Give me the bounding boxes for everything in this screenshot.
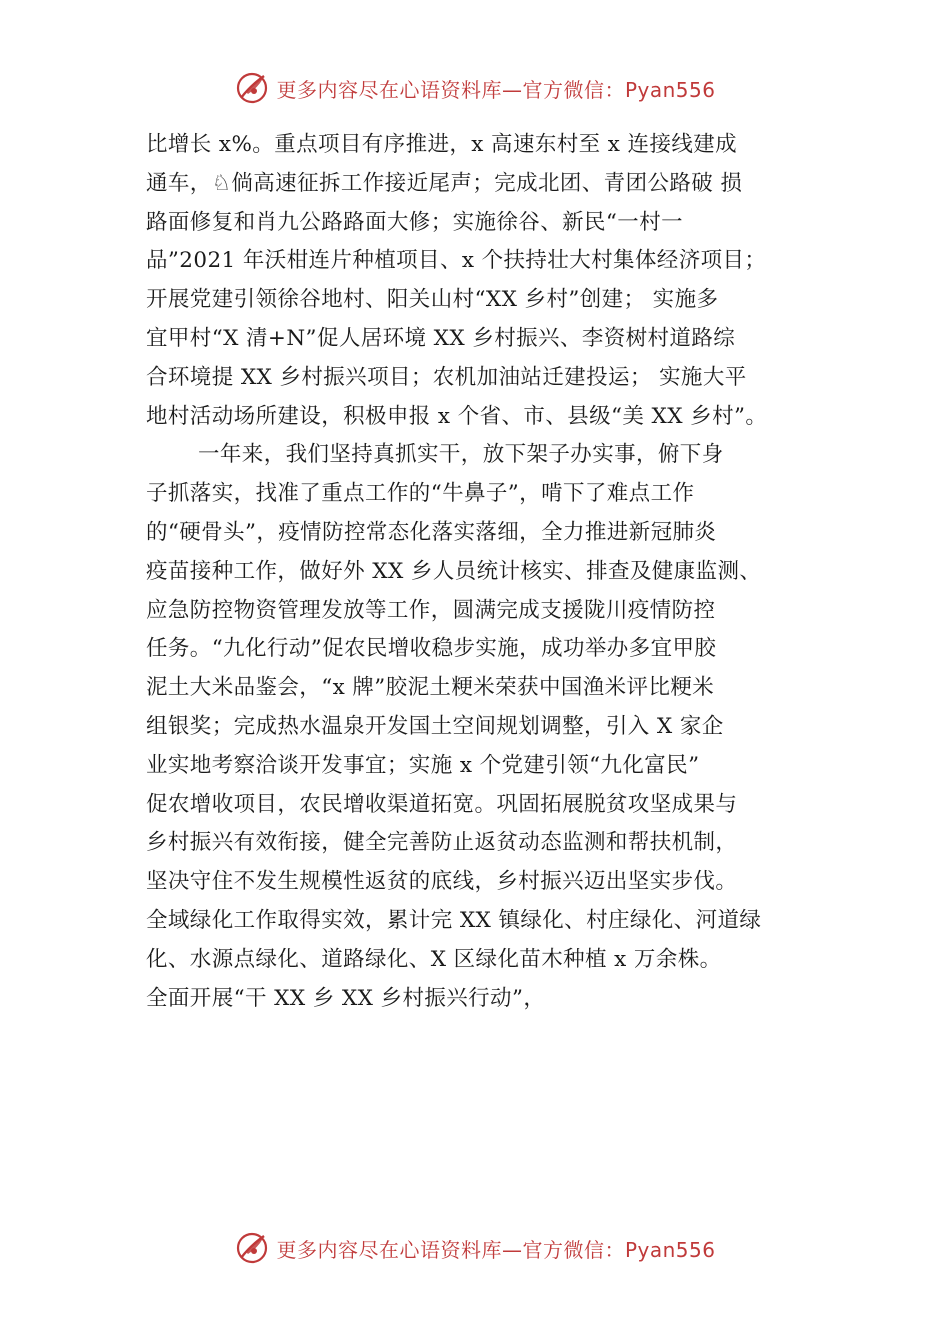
text-line: 泥土大米品鉴会，“x 牌”胶泥土粳米荣获中国渔米评比粳米	[146, 675, 715, 701]
watermark-text: 更多内容尽在心语资料库—官方微信：Pyan556	[276, 77, 716, 102]
text-line: 子抓落实，找准了重点工作的“牛鼻子”，啃下了难点工作	[146, 481, 695, 507]
feather-seal-icon	[234, 70, 270, 106]
text-line: 全面开展“干 XX 乡 XX 乡村振兴行动”，	[146, 985, 546, 1011]
text-line: 应急防控物资管理发放等工作，圆满完成支援陇川疫情防控	[146, 597, 716, 623]
text-line: 坚决守住不发生规模性返贫的底线，乡村振兴迈出坚实步伐。	[146, 869, 738, 895]
header-watermark	[0, 70, 950, 106]
text-line: 路面修复和肖九公路路面大修；实施徐谷、新民“一村一	[146, 209, 683, 235]
feather-seal-icon	[234, 1230, 270, 1266]
footer-watermark	[0, 1230, 950, 1266]
text-line: 全域绿化工作取得实效，累计完 XX 镇绿化、村庄绿化、河道绿	[146, 907, 762, 933]
text-line: 地村活动场所建设，积极申报 x 个省、市、县级“美 XX 乡村”。	[146, 403, 768, 429]
text-line: 的“硬骨头”，疫情防控常态化落实落细，全力推进新冠肺炎	[146, 519, 717, 545]
text-line: 品”2021 年沃柑连片种植项目、x 个扶持壮大村集体经济项目；	[146, 248, 767, 274]
watermark-text: 更多内容尽在心语资料库—官方微信：Pyan556	[276, 1237, 716, 1262]
document-body	[146, 126, 836, 1018]
text-line: 合环境提 XX 乡村振兴项目；农机加油站迁建投运； 实施大平	[146, 364, 747, 390]
text-line: 疫苗接种工作，做好外 XX 乡人员统计核实、排查及健康监测、	[146, 558, 762, 584]
text-line: 业实地考察洽谈开发事宜；实施 x 个党建引领“九化富民”	[146, 752, 700, 778]
text-line: 任务。“九化行动”促农民增收稳步实施，成功举办多宜甲胶	[146, 636, 717, 662]
text-line: 化、水源点绿化、道路绿化、X 区绿化苗木种植 x 万余株。	[146, 946, 722, 972]
paragraph-start-line: 一年来，我们坚持真抓实干，放下架子办实事，俯下身	[198, 442, 724, 468]
text-line: 开展党建引领徐谷地村、阳关山村“XX 乡村”创建； 实施多	[146, 287, 719, 313]
text-line: 促农增收项目，农民增收渠道拓宽。巩固拓展脱贫攻坚成果与	[146, 791, 738, 817]
text-line: 组银奖；完成热水温泉开发国土空间规划调整，引入 X 家企	[146, 713, 724, 739]
text-line: 乡村振兴有效衔接，健全完善防止返贫动态监测和帮扶机制，	[146, 830, 738, 856]
text-line: 宜甲村“X 清+N”促人居环境 XX 乡村振兴、李资树村道路综	[146, 325, 736, 351]
text-line: 比增长 x%。重点项目有序推进，x 高速东村至 x 连接线建成	[146, 132, 738, 157]
text-line: 通车，♘倘高速征拆工作接近尾声；完成北团、青团公路破 损	[146, 170, 743, 196]
